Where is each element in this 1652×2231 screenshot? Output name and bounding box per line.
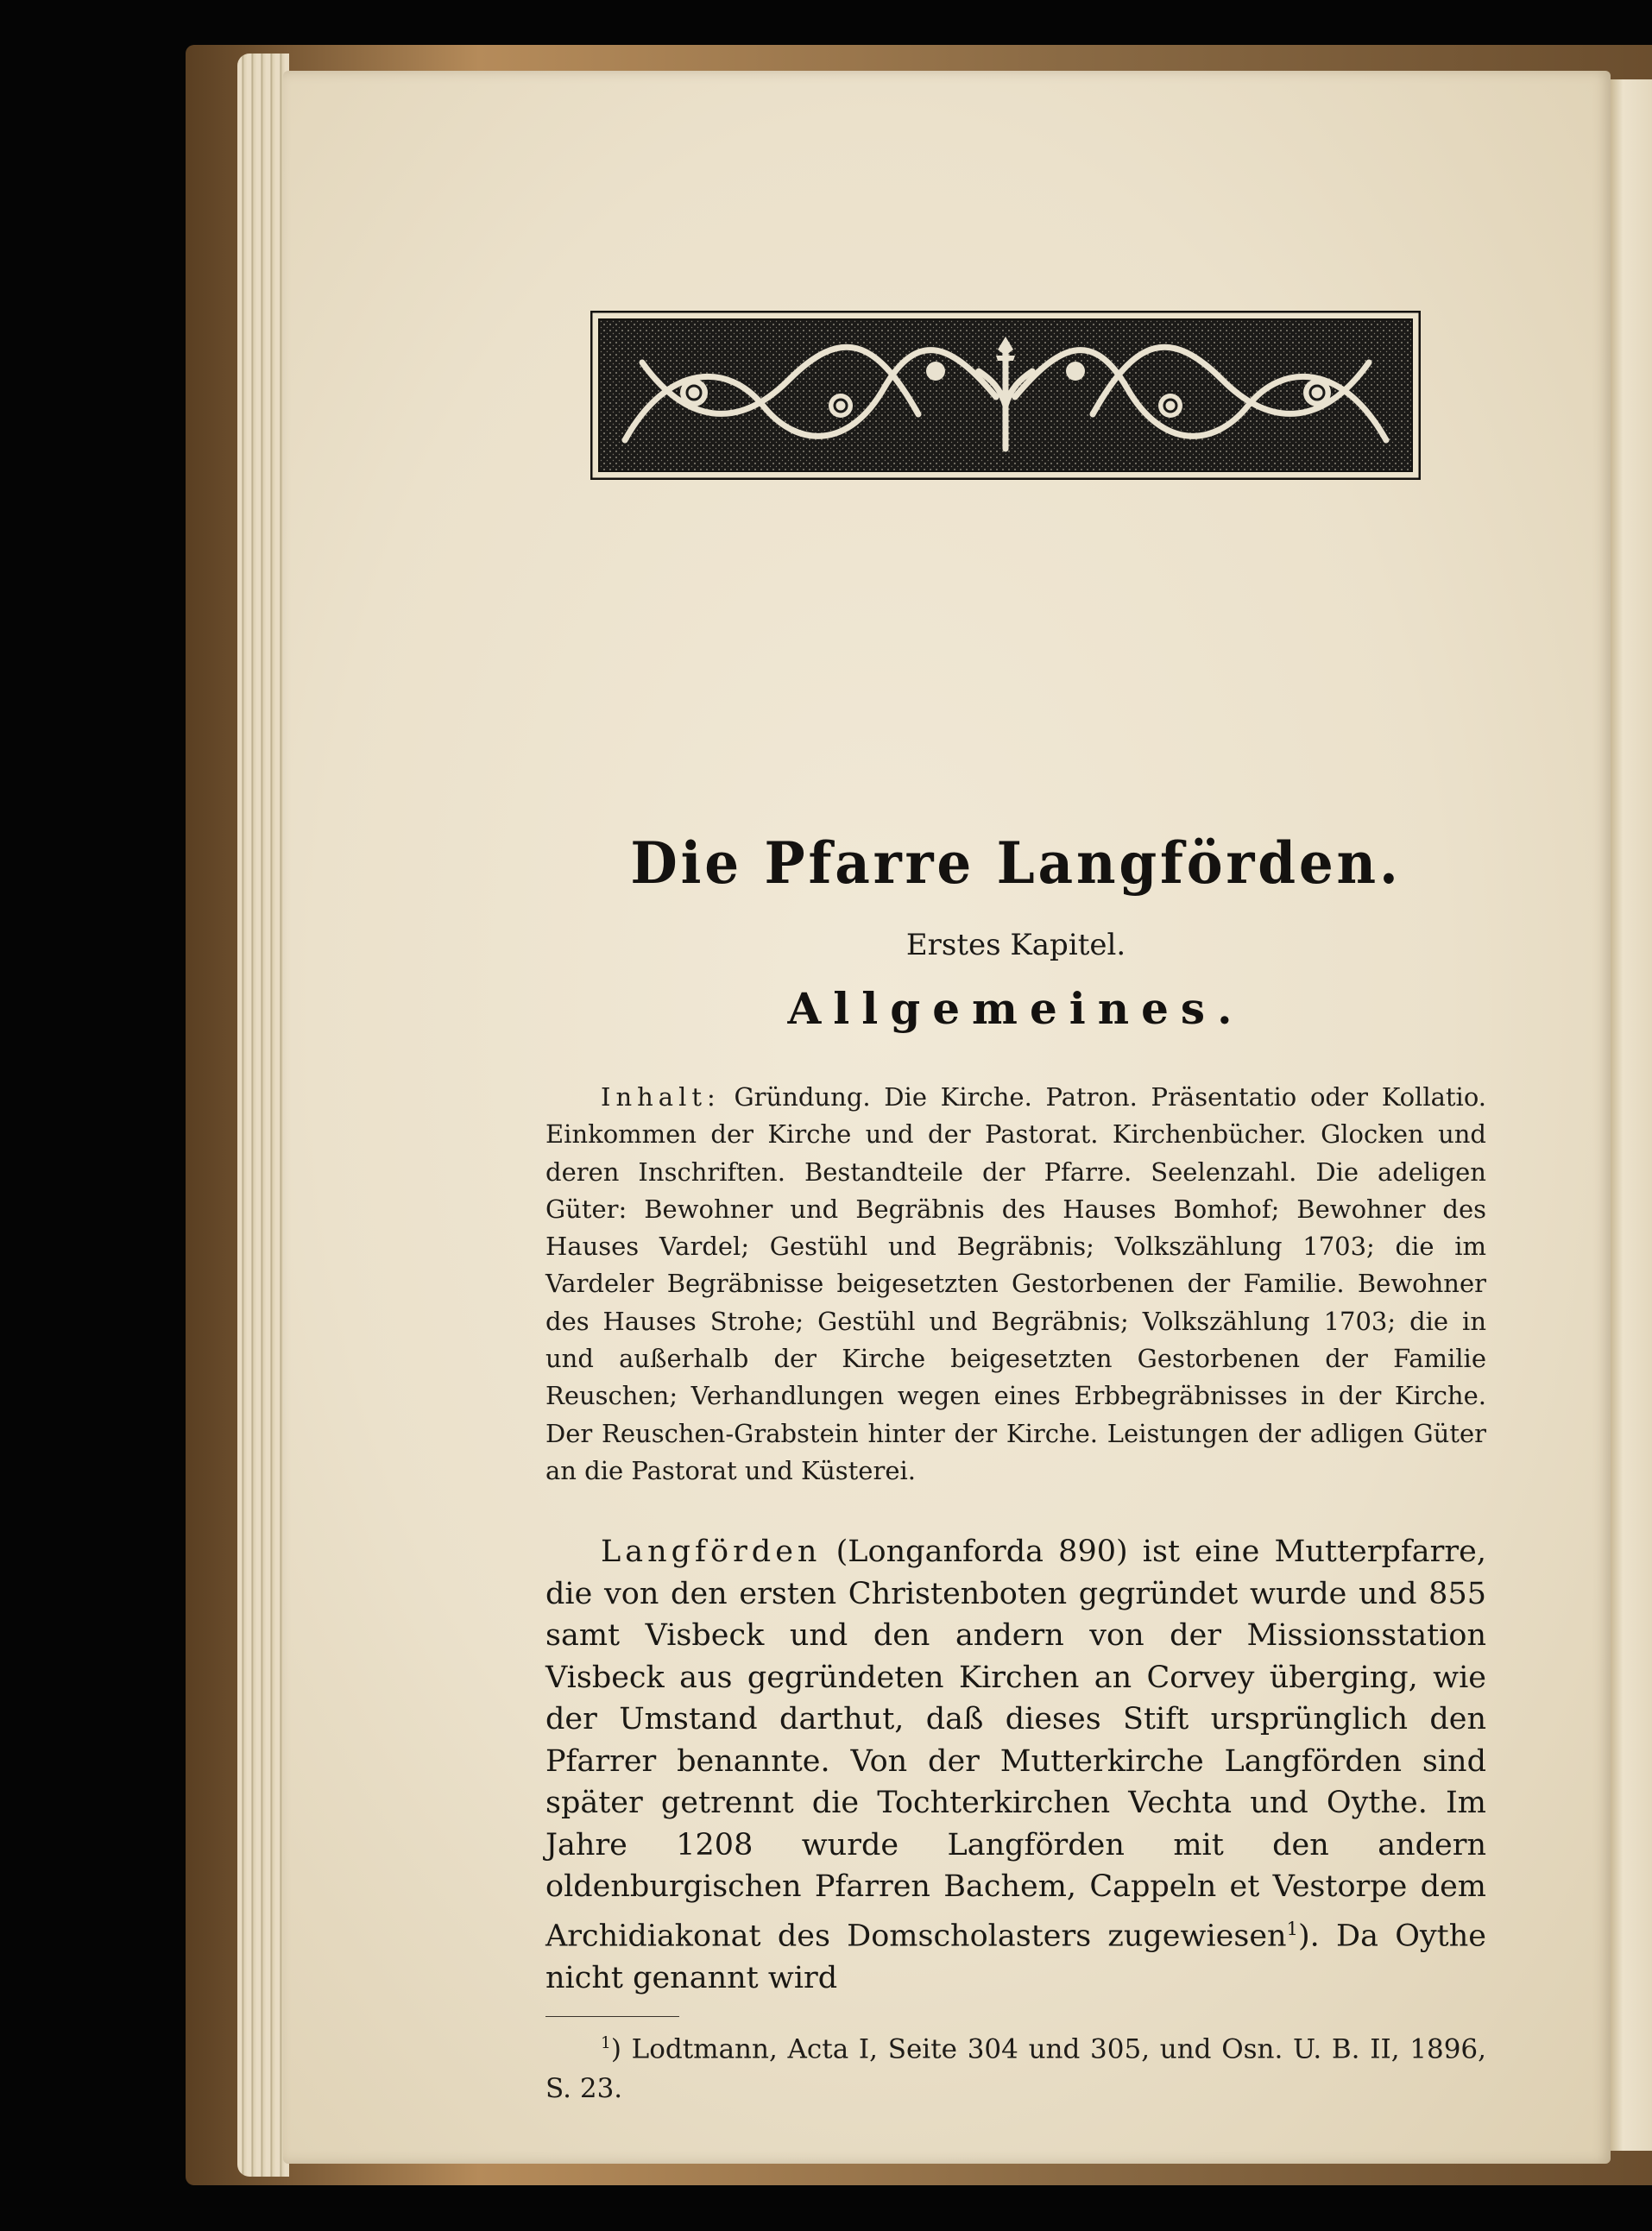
body-lead: Langförden [601, 1535, 822, 1570]
page-content [545, 311, 1486, 2108]
footnote-divider [545, 2016, 679, 2017]
footnote-text: ) Lodtmann, Acta I, Seite 304 und 305, und Osn. U. B. II, 1896, S. 23. [545, 2033, 1486, 2104]
floral-vine-banner-icon [590, 311, 1421, 480]
footnote-mark: 1 [601, 2034, 611, 2053]
chapter-number: Erstes Kapitel. [905, 928, 1126, 962]
facing-page-edge [1611, 79, 1652, 2151]
footnote [545, 2024, 1486, 2108]
summary-label: Inhalt: [601, 1082, 721, 1112]
body-text: (Longanforda 890) ist eine Mutterpfarre, die von den ersten Christenboten gegründet wurde und 855 samt Visbeck und den andern von der Missionsstation Visbeck aus gegründeten Kirchen an Corvey überging, wie der Umstand darthut, daß dieses Stift ursprünglich den Pfarrer benannte. Von der Mutterkirche Langförden sind später getrennt die Tochterkirchen Vechta und Oythe. Im Jahre 1208 wurde Langförden mit den andern oldenburgischen Pfarren Bachem, Cappeln et Vestorpe dem Archidiakonat des Domscholasters zugewiesen [545, 1535, 1486, 1954]
body-paragraph [545, 1531, 1486, 1999]
summary-text: Gründung. Die Kirche. Patron. Präsentatio oder Kollatio. Einkommen der Kirche und der Pastorat. Kirchenbücher. Glocken und deren Inschriften. Bestandteile der Pfarre. Seelenzahl. Die adeligen Güter: Bewohner und Begräbnis des Hauses Bomhof; Bewohner des Hauses Vardel; Gestühl und Begräbnis; Volkszählung 1703; die im Vardeler Begräbnisse beigesetzten Gestorbenen der Familie. Bewohner des Hauses Strohe; Gestühl und Begräbnis; Volkszählung 1703; die in und außerhalb der Kirche beigesetzten Gestorbenen der Familie Reuschen; Verhandlungen wegen eines Erbbegräbnisses in der Kirche. Der Reuschen-Grabstein hinter der Kirche. Leistungen der adligen Güter an die Pastorat und Küsterei. [545, 1082, 1486, 1485]
chapter-heading: Allgemeines. [787, 983, 1245, 1034]
footnote-reference: 1 [1286, 1918, 1298, 1939]
body-tail: ). Da Oythe nicht genannt wird [545, 1919, 1486, 1995]
page-title: Die Pfarre Langförden. [630, 829, 1402, 897]
page-edges [237, 54, 289, 2177]
chapter-summary [545, 1079, 1486, 1490]
